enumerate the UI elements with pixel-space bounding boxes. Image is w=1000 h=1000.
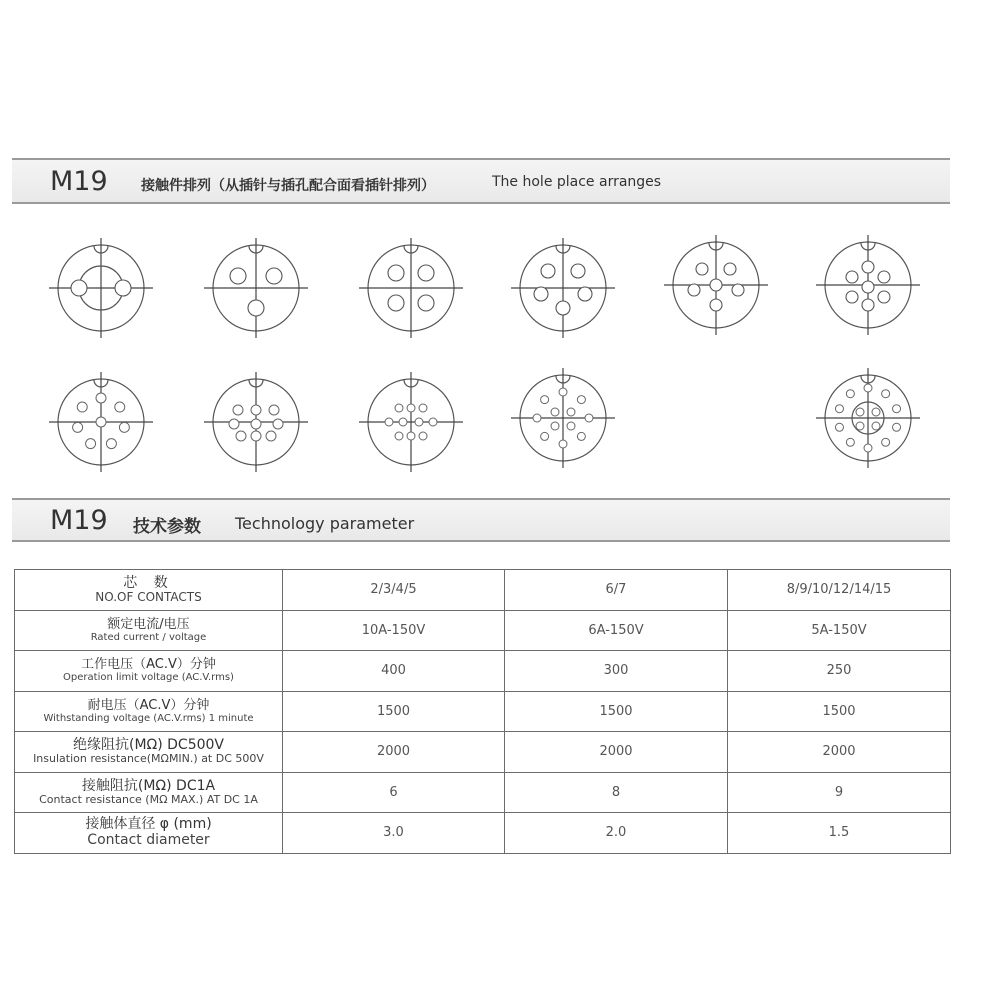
- table-cell: 6/7: [505, 570, 728, 611]
- pin-hole: [388, 295, 404, 311]
- pin-hole: [878, 291, 890, 303]
- pin-hole: [541, 432, 549, 440]
- connector-diagram-2-pin: [49, 238, 153, 338]
- table-cell: 400: [283, 651, 505, 692]
- pin-hole: [251, 419, 261, 429]
- row-label: [15, 813, 283, 854]
- table-row: [15, 610, 951, 651]
- pin-hole: [230, 268, 246, 284]
- pin-hole: [266, 431, 276, 441]
- pin-hole: [882, 438, 890, 446]
- table-cell: 300: [505, 651, 728, 692]
- connector-outline: [58, 245, 144, 331]
- row-label: [15, 610, 283, 651]
- keyway-notch: [94, 380, 108, 387]
- pin-hole: [429, 418, 437, 426]
- table-row: [15, 732, 951, 773]
- connector-diagram-14-pin: [816, 368, 920, 468]
- pin-hole: [893, 405, 901, 413]
- keyway-notch: [709, 243, 723, 250]
- label-cn: 耐电压（AC.V）分钟: [87, 697, 210, 713]
- technology-parameter-table: [14, 569, 951, 854]
- pin-hole: [835, 423, 843, 431]
- table-row: [15, 570, 951, 611]
- pin-hole: [846, 390, 854, 398]
- table-cell: 10A-150V: [283, 610, 505, 651]
- label-cn: 绝缘阻抗(MΩ) DC500V: [72, 737, 224, 754]
- keyway-notch: [556, 376, 570, 383]
- pin-hole: [71, 280, 87, 296]
- pin-hole: [559, 388, 567, 396]
- pin-hole: [269, 405, 279, 415]
- pin-hole: [846, 438, 854, 446]
- pin-hole: [533, 414, 541, 422]
- table-cell: 8: [505, 772, 728, 813]
- keyway-notch: [94, 246, 108, 253]
- table-cell: 5A-150V: [728, 610, 951, 651]
- connector-outline: [368, 379, 454, 465]
- pin-hole: [77, 402, 87, 412]
- connector-outline: [58, 379, 144, 465]
- label-en: NO.OF CONTACTS: [95, 590, 202, 605]
- pin-hole: [882, 390, 890, 398]
- table-cell: 3.0: [283, 813, 505, 854]
- keyway-notch: [249, 380, 263, 387]
- label-en: Contact diameter: [87, 832, 210, 849]
- keyway-notch: [861, 376, 875, 383]
- pin-hole: [571, 264, 585, 278]
- section-header-parameters: [12, 498, 950, 542]
- table-cell: 2000: [505, 732, 728, 773]
- table-cell: 1.5: [728, 813, 951, 854]
- pin-hole: [96, 393, 106, 403]
- section-title-cn: 技术参数: [133, 517, 201, 537]
- pin-hole: [388, 265, 404, 281]
- pin-hole: [567, 408, 575, 416]
- pin-hole: [96, 417, 106, 427]
- pin-hole: [115, 280, 131, 296]
- table-cell: 2/3/4/5: [283, 570, 505, 611]
- inner-ring: [79, 266, 123, 310]
- pin-hole: [73, 422, 83, 432]
- pin-hole: [273, 419, 283, 429]
- pin-hole: [115, 402, 125, 412]
- section-title-en: Technology parameter: [235, 514, 415, 533]
- pin-hole: [106, 439, 116, 449]
- connector-outline: [825, 375, 911, 461]
- label-en: Operation limit voltage (AC.V.rms): [63, 672, 234, 684]
- connector-diagram-5-pin: [511, 238, 615, 338]
- pin-hole: [119, 422, 129, 432]
- pin-hole: [407, 432, 415, 440]
- model-label: M19: [50, 166, 108, 197]
- pin-hole: [407, 404, 415, 412]
- connector-outline: [520, 375, 606, 461]
- pin-hole: [577, 432, 585, 440]
- pin-hole: [688, 284, 700, 296]
- pin-hole: [862, 261, 874, 273]
- keyway-notch: [249, 246, 263, 253]
- connector-diagram-7-pin: [816, 235, 920, 335]
- pin-hole: [846, 271, 858, 283]
- pin-hole: [878, 271, 890, 283]
- connector-diagram-8-pin: [49, 372, 153, 472]
- connector-outline: [213, 379, 299, 465]
- pin-hole: [862, 281, 874, 293]
- pin-hole: [233, 405, 243, 415]
- pin-hole: [696, 263, 708, 275]
- connector-outline: [673, 242, 759, 328]
- label-en: Rated current / voltage: [90, 631, 207, 643]
- pin-hole: [872, 422, 880, 430]
- keyway-notch: [861, 243, 875, 250]
- keyway-notch: [404, 380, 418, 387]
- row-label: [15, 570, 283, 611]
- pin-hole: [551, 408, 559, 416]
- keyway-notch: [556, 246, 570, 253]
- pin-hole: [86, 439, 96, 449]
- label-en: Withstanding voltage (AC.V.rms) 1 minute: [43, 712, 254, 724]
- connector-outline: [825, 242, 911, 328]
- row-label: [15, 691, 283, 732]
- pin-hole: [551, 422, 559, 430]
- pin-hole: [229, 419, 239, 429]
- pin-hole: [835, 405, 843, 413]
- pin-hole: [236, 431, 246, 441]
- pin-hole: [710, 299, 722, 311]
- pin-hole: [266, 268, 282, 284]
- pin-hole: [893, 423, 901, 431]
- table-cell: 1500: [728, 691, 951, 732]
- table-row: [15, 691, 951, 732]
- pin-hole: [399, 418, 407, 426]
- connector-outline: [368, 245, 454, 331]
- table-cell: 2.0: [505, 813, 728, 854]
- connector-diagram-9-pin: [204, 372, 308, 472]
- pin-hole: [846, 291, 858, 303]
- label-en: Contact resistance (MΩ MAX.) AT DC 1A: [39, 792, 258, 806]
- label-cn: 工作电压（AC.V）分钟: [81, 657, 216, 673]
- connector-diagram-10-pin: [359, 372, 463, 472]
- section-header-arrangement: [12, 158, 950, 204]
- pin-hole: [419, 432, 427, 440]
- connector-diagram-4-pin: [359, 238, 463, 338]
- connector-outline: [213, 245, 299, 331]
- connector-outline: [520, 245, 606, 331]
- pin-hole: [418, 265, 434, 281]
- table-row: [15, 651, 951, 692]
- model-label: M19: [50, 505, 108, 536]
- label-cn: 额定电流/电压: [107, 616, 190, 632]
- pin-hole: [856, 422, 864, 430]
- label-cn: 接触体直径 φ (mm): [85, 816, 212, 833]
- pin-hole: [418, 295, 434, 311]
- pin-hole: [534, 287, 548, 301]
- table-cell: 6A-150V: [505, 610, 728, 651]
- pin-hole: [872, 408, 880, 416]
- pin-hole: [864, 384, 872, 392]
- table-cell: 9: [728, 772, 951, 813]
- label-cn: 接触阻抗(MΩ) DC1A: [81, 777, 216, 794]
- label-en: Insulation resistance(MΩMIN.) at DC 500V: [33, 752, 264, 766]
- row-label: [15, 651, 283, 692]
- section-title-en: The hole place arranges: [492, 174, 662, 190]
- pin-hole: [251, 431, 261, 441]
- table-cell: 2000: [728, 732, 951, 773]
- pin-hole: [856, 408, 864, 416]
- pin-hole: [864, 444, 872, 452]
- pin-hole: [251, 405, 261, 415]
- pin-hole: [724, 263, 736, 275]
- pin-hole: [585, 414, 593, 422]
- section-title-cn: 接触件排列（从插针与插孔配合面看插针排列）: [141, 178, 435, 194]
- connector-diagram-12-pin: [511, 368, 615, 468]
- pin-hole: [419, 404, 427, 412]
- table-row: [15, 772, 951, 813]
- pin-hole: [395, 432, 403, 440]
- label-cn: 芯 数: [123, 575, 174, 592]
- keyway-notch: [404, 246, 418, 253]
- pin-hole: [541, 264, 555, 278]
- row-label: [15, 772, 283, 813]
- table-row: [15, 813, 951, 854]
- pin-hole: [541, 396, 549, 404]
- inner-ring: [852, 402, 884, 434]
- connector-diagram-3-pin: [204, 238, 308, 338]
- pin-hole: [556, 301, 570, 315]
- pin-hole: [385, 418, 393, 426]
- pin-hole: [559, 440, 567, 448]
- table-cell: 1500: [283, 691, 505, 732]
- pin-hole: [710, 279, 722, 291]
- connector-diagram-6-pin: [664, 235, 768, 335]
- pin-hole: [415, 418, 423, 426]
- pin-hole: [395, 404, 403, 412]
- table-cell: 2000: [283, 732, 505, 773]
- pin-hole: [578, 287, 592, 301]
- pin-hole: [862, 299, 874, 311]
- pin-hole: [567, 422, 575, 430]
- table-cell: 8/9/10/12/14/15: [728, 570, 951, 611]
- pin-hole: [577, 396, 585, 404]
- table-cell: 6: [283, 772, 505, 813]
- table-cell: 1500: [505, 691, 728, 732]
- table-cell: 250: [728, 651, 951, 692]
- row-label: [15, 732, 283, 773]
- pin-hole: [248, 300, 264, 316]
- pin-hole: [732, 284, 744, 296]
